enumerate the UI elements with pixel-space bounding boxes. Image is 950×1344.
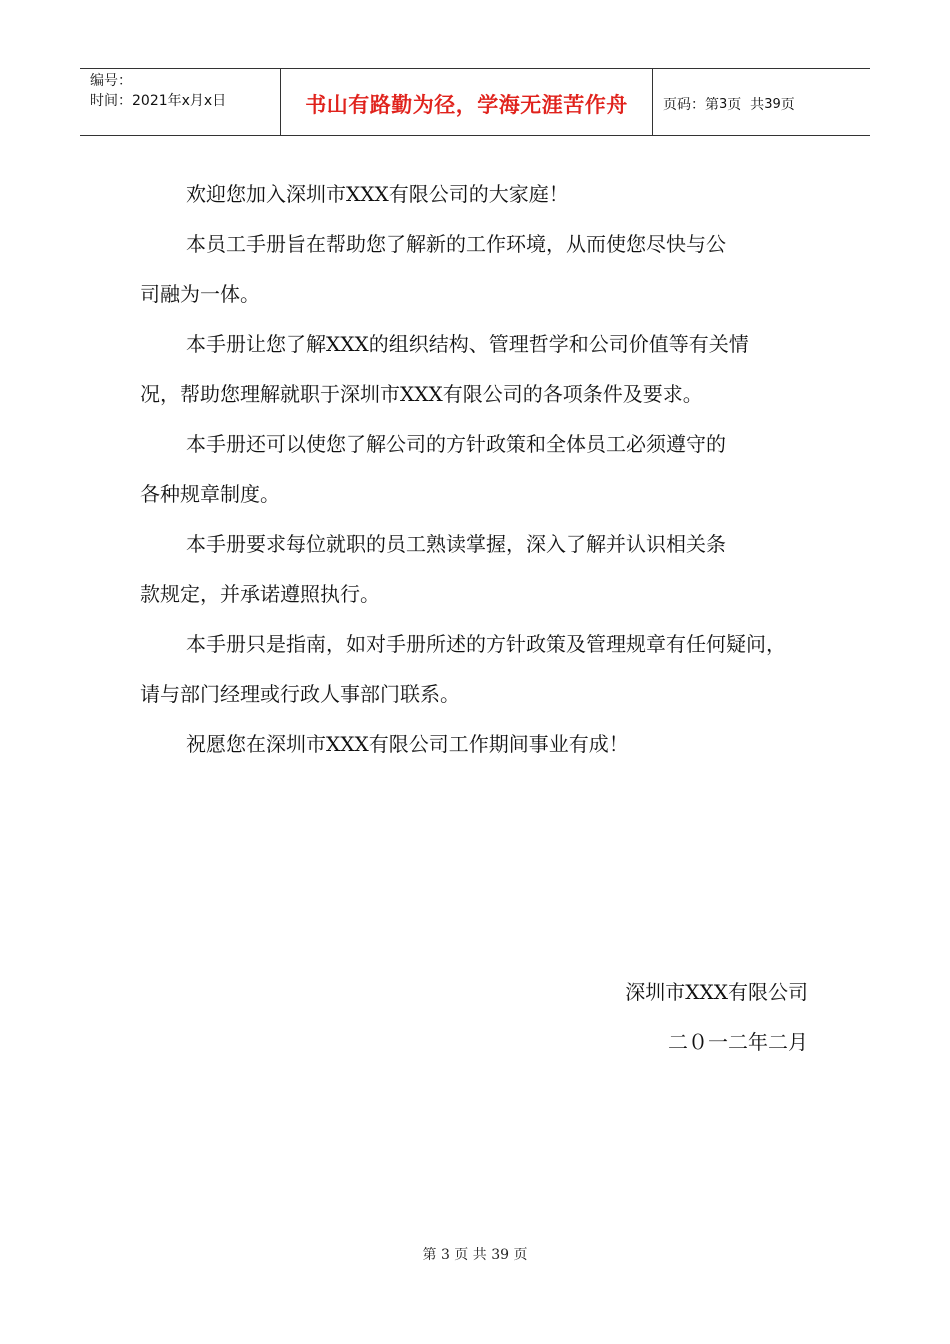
paragraph-line: 款规定，并承诺遵照执行。 <box>140 582 380 606</box>
paragraph <box>140 522 880 622</box>
paragraph-line: 本员工手册旨在帮助您了解新的工作环境，从而使您尽快与公 <box>186 232 726 256</box>
paragraph-line: 各种规章制度。 <box>140 482 280 506</box>
paragraph-line: 请与部门经理或行政人事部门联系。 <box>140 682 460 706</box>
paragraph <box>140 322 880 422</box>
paragraph-line: 司融为一体。 <box>140 282 260 306</box>
paragraph-line: 本手册让您了解XXX的组织结构、管理哲学和公司价值等有关情 <box>186 332 749 356</box>
paragraph-line: 本手册要求每位就职的员工熟读掌握，深入了解并认识相关条 <box>186 532 726 556</box>
page-total: 39 <box>764 96 781 112</box>
header-meta <box>80 69 281 135</box>
header-motto-cell <box>281 69 653 135</box>
signature-block <box>625 970 808 1070</box>
header-motto: 书山有路勤为径，学海无涯苦作舟 <box>305 93 628 117</box>
page-footer: 第 3 页 共 39 页 <box>422 1247 528 1263</box>
paragraph <box>140 222 880 322</box>
letter-body <box>140 172 880 772</box>
document-number-label: 编号： <box>90 73 132 89</box>
paragraph-line: 祝愿您在深圳市XXX有限公司工作期间事业有成！ <box>186 732 629 756</box>
paragraph-line: 况，帮助您理解就职于深圳市XXX有限公司的各项条件及要求。 <box>140 382 703 406</box>
signature-date: 二０一二年二月 <box>668 1030 808 1054</box>
page-current: 3 <box>719 96 728 112</box>
paragraph-line: 本手册只是指南，如对手册所述的方针政策及管理规章有任何疑问， <box>186 632 786 656</box>
page-middle: 页 共 <box>727 97 765 113</box>
signature-company: 深圳市XXX有限公司 <box>625 980 808 1004</box>
document-time-label: 时间：2021年x月x日 <box>90 93 227 109</box>
page-suffix: 页 <box>780 97 795 113</box>
paragraph <box>140 172 880 222</box>
paragraph <box>140 722 880 772</box>
paragraph-line: 欢迎您加入深圳市XXX有限公司的大家庭！ <box>186 182 569 206</box>
page-prefix: 页码：第 <box>663 97 719 113</box>
paragraph <box>140 622 880 722</box>
header-page-info <box>653 69 870 135</box>
paragraph <box>140 422 880 522</box>
paragraph-line: 本手册还可以使您了解公司的方针政策和全体员工必须遵守的 <box>186 432 726 456</box>
page-header <box>80 68 870 136</box>
